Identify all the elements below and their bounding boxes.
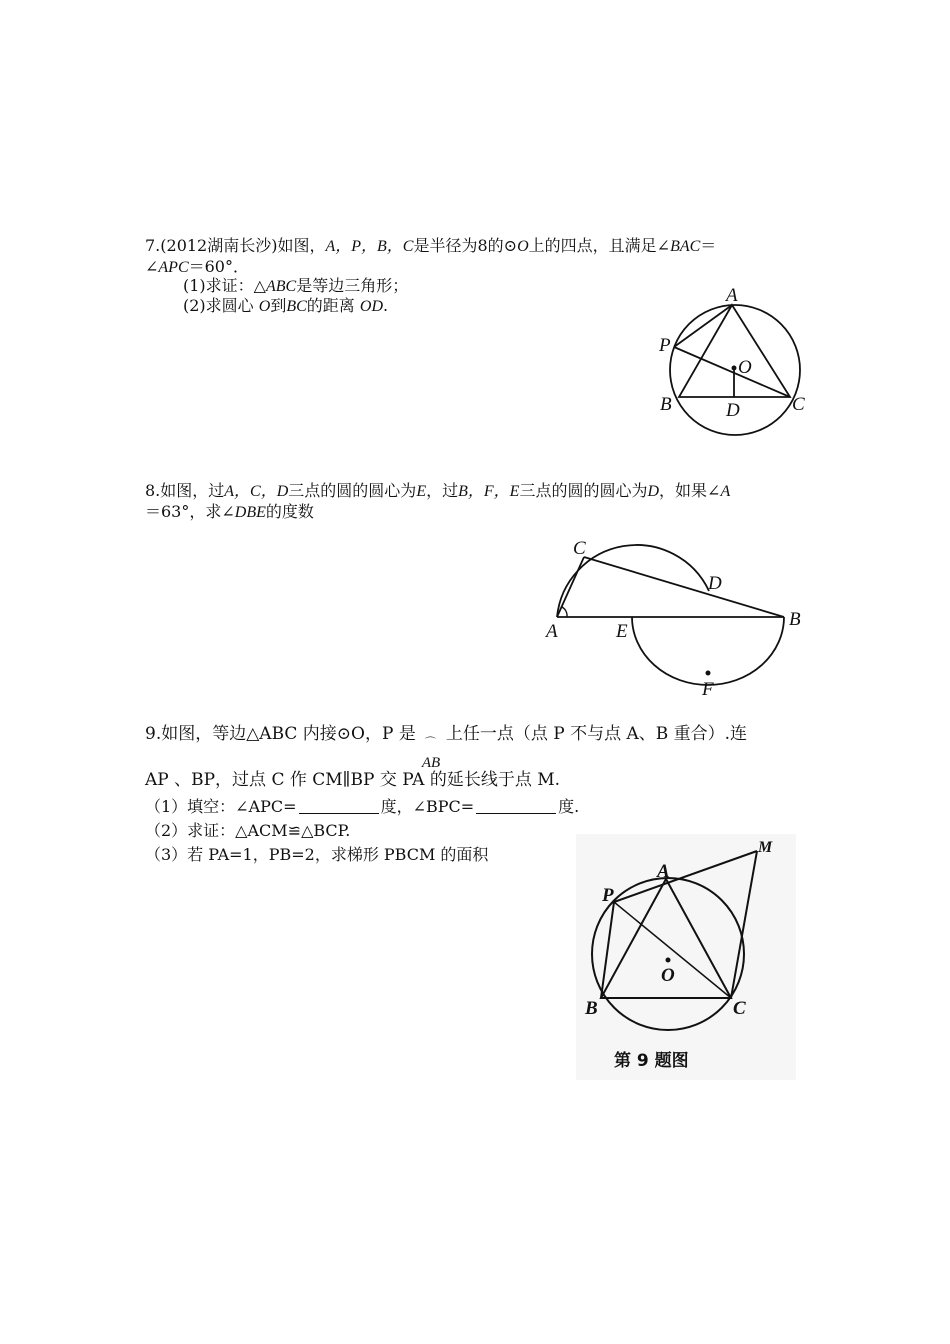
p9-figure-caption: 第 9 题图 [614, 1051, 689, 1071]
p9-label-m: M [758, 839, 773, 856]
p7-text: (2)求圆心 [183, 296, 259, 315]
p7-number: 7. [145, 236, 161, 255]
p7-text: ＝60°． [188, 257, 249, 276]
p9-arc-mark: ⌒ [424, 736, 436, 749]
p8-label-a: A [546, 621, 558, 642]
p8-text: 的度数 [265, 502, 314, 521]
p7-o: O [258, 298, 271, 315]
p7-figure [650, 280, 820, 450]
p8-acd: A，C，D [224, 483, 289, 500]
p9-text: 上任一点（点 P 不与点 A、B 重合）.连 [445, 724, 748, 744]
p8-segment-cb [584, 557, 784, 617]
p7-label-d: D [726, 400, 740, 421]
p8-e: E [416, 483, 427, 500]
p9-sub1 [145, 797, 579, 817]
p7-points: A，P，B，C [325, 238, 414, 255]
p9-number: 9. [145, 724, 162, 744]
p9-label-c: C [733, 998, 746, 1019]
p7-text: . [383, 296, 389, 315]
p7-line1 [145, 236, 716, 257]
p8-dbe: DBE [234, 504, 266, 521]
p9-label-p: P [602, 885, 614, 906]
p7-label-b: B [660, 394, 672, 415]
p7-apc: APC [158, 259, 189, 276]
p8-label-f: F [702, 679, 714, 700]
p8-line2 [145, 502, 314, 523]
p7-segment-pa [674, 305, 732, 347]
p8-text: ＝63°，求∠ [145, 502, 235, 521]
p8-d: D [647, 483, 660, 500]
p7-label-o: O [738, 357, 752, 378]
p9-label-a: A [657, 861, 670, 882]
p7-text: (1)求证：△ [183, 276, 266, 295]
p9-text: 如图，等边△ABC 内接⊙O，P 是 [161, 724, 416, 744]
p7-text: 是半径为8的⊙ [413, 236, 518, 255]
p7-bac: BAC [670, 238, 701, 255]
p9-center-dot [666, 958, 671, 963]
p7-label-c: C [792, 394, 805, 415]
p8-text: ，如果∠ [659, 481, 721, 500]
p8-label-b: B [789, 609, 801, 630]
p8-segment-ca [557, 557, 584, 617]
p7-text: (2012湖南长沙)如图， [160, 236, 326, 255]
p7-text: 的距离 [306, 296, 360, 315]
p9-blank-bpc[interactable] [476, 799, 556, 814]
p7-text: 到 [270, 296, 287, 315]
p8-point-f [706, 671, 711, 676]
p8-a: A [720, 483, 731, 500]
p7-text: ＝ [700, 236, 717, 255]
p8-angle-a-mark [562, 607, 567, 617]
p8-label-e: E [616, 621, 628, 642]
p7-abc: ABC [265, 278, 297, 295]
p9-text: 度. [558, 797, 580, 816]
p9-sub2: （2）求证：△ACM≌△BCP. [145, 821, 351, 840]
p9-line2: AP 、BP，过点 C 作 CM∥BP 交 PA 的延长线于点 M. [145, 770, 561, 790]
p7-sub2 [183, 296, 388, 317]
p8-label-c: C [573, 538, 586, 559]
p8-text: 如图，过 [160, 481, 225, 500]
p7-line2 [145, 257, 249, 278]
p7-angle: ∠ [145, 257, 159, 276]
p9-segment-cm [731, 851, 757, 998]
p9-blank-apc[interactable] [299, 799, 379, 814]
p8-figure [540, 530, 820, 705]
p7-segment-pc [674, 347, 790, 397]
p9-label-b: B [585, 998, 598, 1019]
p7-od: OD [359, 298, 383, 315]
p7-o: O [517, 238, 529, 255]
p7-sub1 [183, 276, 408, 297]
p8-text: 三点的圆的圆心为 [519, 481, 648, 500]
p9-sub3: （3）若 PA=1，PB=2，求梯形 PBCM 的面积 [145, 845, 489, 864]
p9-line1 [145, 724, 748, 771]
p8-text: ，过 [426, 481, 459, 500]
p9-figure [576, 834, 796, 1080]
p7-text: 上的四点，且满足∠ [528, 236, 671, 255]
p7-label-p: P [659, 335, 671, 356]
p7-text: 是等边三角形； [296, 276, 409, 295]
p7-label-a: A [726, 285, 738, 306]
p8-number: 8. [145, 481, 161, 500]
p9-text: （1）填空：∠APC= [145, 797, 297, 816]
p8-label-d: D [708, 573, 722, 594]
p7-center-dot [732, 366, 737, 371]
p9-text: 度，∠BPC= [380, 797, 475, 816]
p9-arc-label: AB [421, 755, 441, 771]
p7-bc: BC [286, 298, 307, 315]
p8-bfe: B，F，E [458, 483, 520, 500]
p9-segment-pm [614, 851, 757, 902]
p8-text: 三点的圆的圆心为 [288, 481, 417, 500]
p8-line1 [145, 481, 730, 502]
p9-label-o: O [661, 965, 675, 986]
